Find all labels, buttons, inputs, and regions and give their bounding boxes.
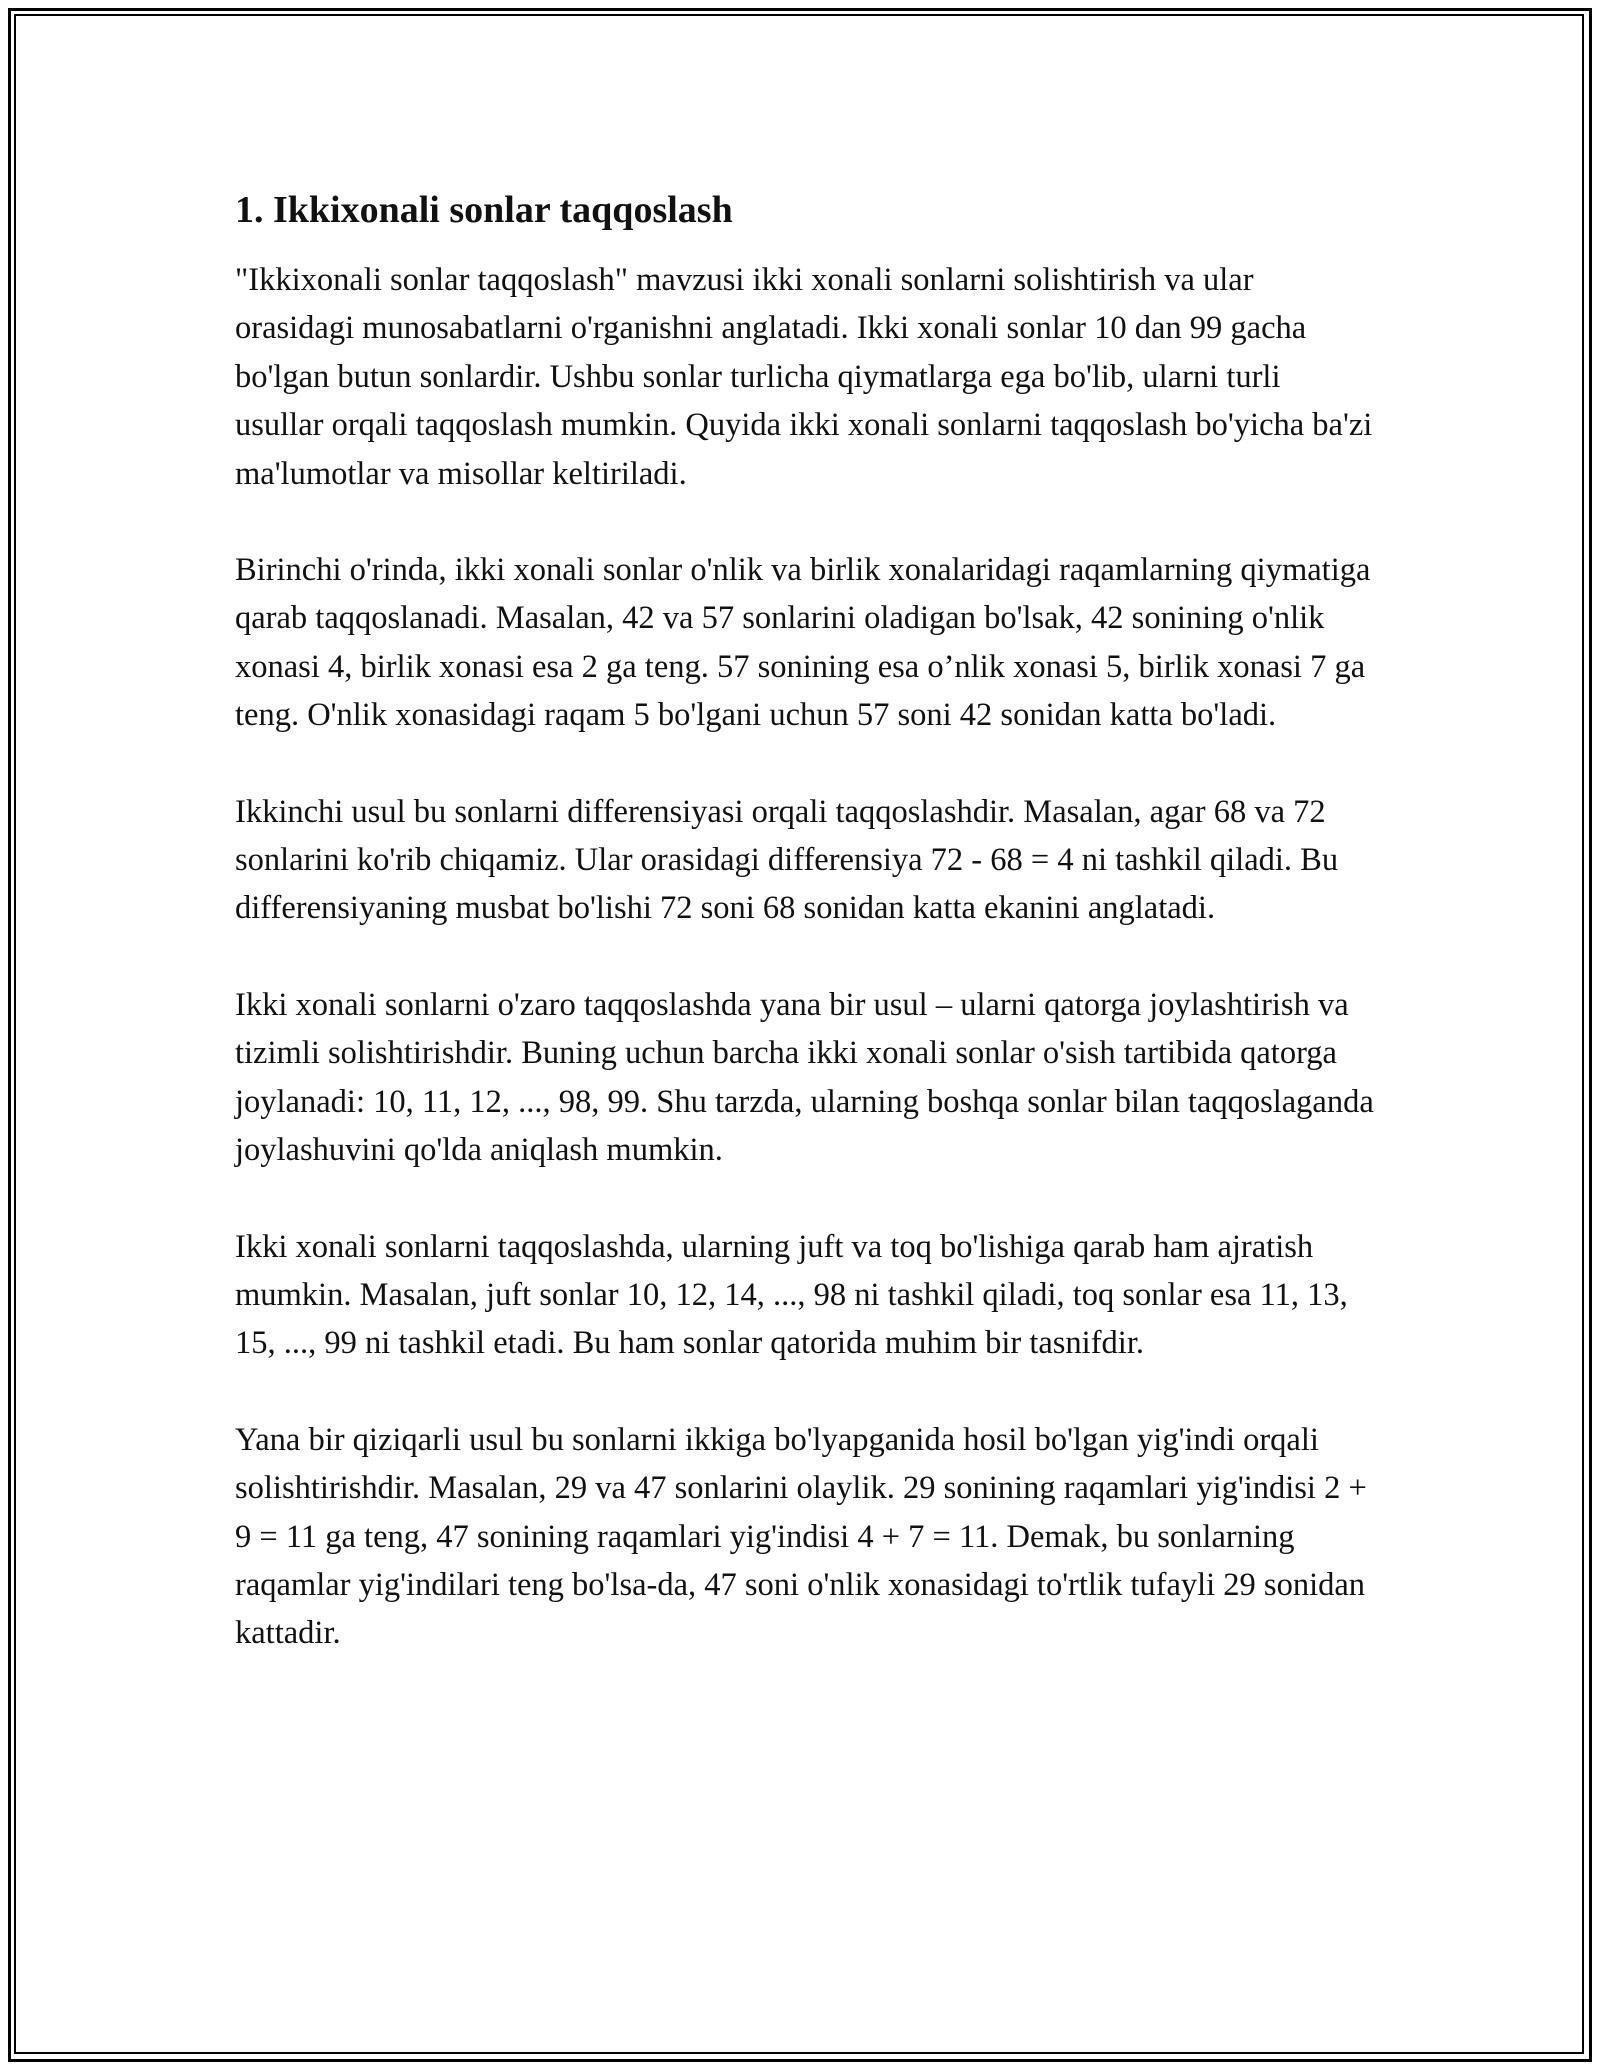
document-body (235, 186, 1375, 1706)
paragraph-difference: Ikkinchi usul bu sonlarni differensiyasi orqali taqqoslashdir. Masalan, agar 68 va 72 sonlarini ko'rib chiqamiz. Ular orasidagi differensiya 72 - 68 = 4 ni tashkil qiladi. Bu differensiyaning musbat bo'lishi 72 soni 68 sonidan katta ekanini anglatadi. (235, 793, 1339, 927)
paragraph-ordering: Ikki xonali sonlarni o'zaro taqqoslashda yana bir usul – ularni qatorga joylashtirish va tizimli solishtirishdir. Buning uchun barcha ikki xonali sonlar o'sish tartibida qatorga joylanadi: 10, 11, 12, ..., 98, 99. Shu tarzda, ularning boshqa sonlar bilan taqqoslaganda joylashuvini qo'lda aniqlash mumkin. (235, 986, 1374, 1169)
page-title: 1. Ikkixonali sonlar taqqoslash (235, 189, 733, 231)
paragraph-intro: "Ikkixonali sonlar taqqoslash" mavzusi ikki xonali sonlarni solishtirish va ular orasidagi munosabatlarni o'rganishni anglatadi. Ikki xonali sonlar 10 dan 99 gacha bo'lgan butun sonlardir. Ushbu sonlar turlicha qiymatlarga ega bo'lib, ularni turli usullar orqali taqqoslash mumkin. Quyida ikki xonali sonlarni taqqoslash bo'yicha ba'zi ma'lumotlar va misollar keltiriladi. (235, 262, 1373, 492)
paragraph-place-value: Birinchi o'rinda, ikki xonali sonlar o'nlik va birlik xonalaridagi raqamlarning qiymatiga qarab taqqoslanadi. Masalan, 42 va 57 sonlarini oladigan bo'lsak, 42 sonining o'nlik xonasi 4, birlik xonasi esa 2 ga teng. 57 sonining esa o’nlik xonasi 5, birlik xonasi 7 ga teng. O'nlik xonasidagi raqam 5 bo'lgani uchun 57 soni 42 sonidan katta bo'ladi. (235, 552, 1371, 734)
paragraph-digit-sum: Yana bir qiziqarli usul bu sonlarni ikkiga bo'lyapganida hosil bo'lgan yig'indi orqali solishtirishdir. Masalan, 29 va 47 sonlarini olaylik. 29 sonining raqamlari yig'indisi 2 + 9 = 11 ga teng, 47 sonining raqamlari yig'indisi 4 + 7 = 11. Demak, bu sonlarning raqamlar yig'indilari teng bo'lsa-da, 47 soni o'nlik xonasidagi to'rtlik tufayli 29 sonidan kattadir. (235, 1421, 1367, 1652)
paragraph-even-odd: Ikki xonali sonlarni taqqoslashda, ularning juft va toq bo'lishiga qarab ham ajratish mumkin. Masalan, juft sonlar 10, 12, 14, ..., 98 ni tashkil qiladi, toq sonlar esa 11, 13, 15, ..., 99 ni tashkil etadi. Bu ham sonlar qatorida muhim bir tasnifdir. (235, 1228, 1348, 1362)
